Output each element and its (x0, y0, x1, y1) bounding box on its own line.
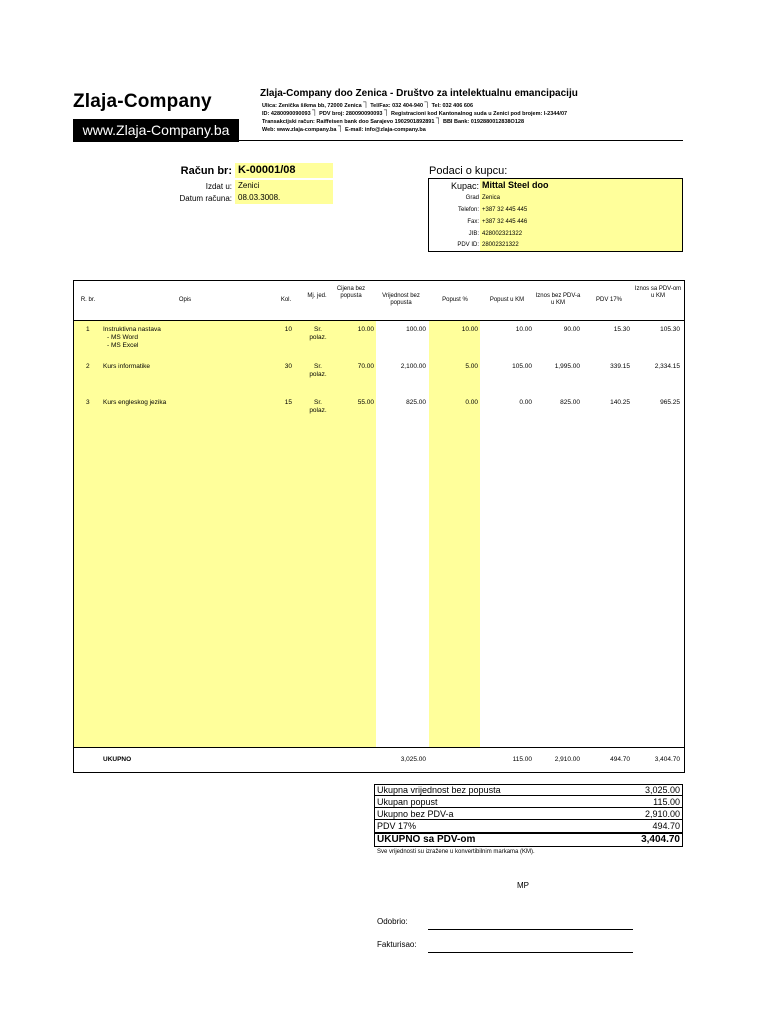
total-label: UKUPNO (103, 756, 132, 763)
company-registration-line: ID: 4280090090093 ⏋ PDV broj: 280090090093 ⏋ Registracioni kod Kantonalnog suda u Zenici pod brojem: I-2344/07 (262, 111, 568, 117)
invoice-date-value: 08.03.3008. (235, 192, 333, 204)
approved-label: Odobrio: (377, 917, 408, 926)
issued-in-value: Zenici (235, 180, 333, 192)
company-address-line: Ulica: Zenička šikma bb, 72000 Zenica ⏋ Tel/Fax: 032 404-940 ⏋ Tel: 032 406 606 (262, 103, 474, 109)
row3-vrijednost: 825.00 (406, 399, 426, 406)
header-popust-km: Popust u KM (489, 297, 525, 303)
row2-pdv: 339.15 (610, 363, 630, 370)
summary-label-vat: PDV 17% (377, 821, 417, 831)
row3-mj2: polaz. (309, 407, 327, 414)
invoice-date-label: Datum računa: (179, 194, 232, 203)
header-mj: Mj. jed. (307, 293, 327, 299)
total-vrijednost: 3,025.00 (400, 756, 426, 763)
row3-opis: Kurs engleskog jezika (103, 399, 167, 406)
row2-mj1: Sr. (314, 363, 322, 370)
row1-rbr: 1 (86, 326, 90, 333)
header-rbr: R. br. (80, 297, 96, 303)
summary-label-gross: Ukupna vrijednost bez popusta (377, 785, 501, 795)
row1-iznos-bez: 90.00 (563, 326, 580, 333)
summary-label-total: UKUPNO sa PDV-om (377, 834, 476, 845)
row1-opis: Instruktivna nastava (103, 326, 161, 333)
buyer-pdv-id-label: PDV ID: (457, 242, 479, 248)
header-pdv: PDV 17% (595, 297, 622, 303)
summary-value-total: 3,404.70 (641, 834, 680, 845)
row2-opis: Kurs informatike (103, 363, 150, 370)
invoice-number-label: Račun br: (180, 165, 232, 177)
header-kol: Kol. (280, 297, 292, 303)
row1-sub1: - MS Word (107, 334, 138, 341)
company-bank-line: Transakcijski račun: Raiffeisen bank doo Sarajevo 1902901892891 ⏋ BBI Bank: 0192880012838O128 (262, 119, 525, 125)
row1-kol: 10 (284, 326, 292, 333)
summary-divider (374, 807, 683, 808)
row2-cijena: 70.00 (357, 363, 374, 370)
header-vrijednost: Vrijednost bez popusta (382, 293, 420, 306)
items-table (73, 280, 685, 773)
buyer-section-title: Podaci o kupcu: (429, 165, 508, 177)
buyer-fax: +387 32 445 446 (482, 219, 528, 225)
buyer-name: Mittal Steel doo (482, 180, 549, 190)
company-website-banner: www.Zlaja-Company.ba (73, 119, 239, 142)
row3-iznos-bez: 825.00 (560, 399, 580, 406)
row2-iznos-sa: 2,334.15 (654, 363, 680, 370)
row1-cijena: 10.00 (357, 326, 374, 333)
row2-vrijednost: 2,100.00 (400, 363, 426, 370)
buyer-jib: 428002321322 (482, 231, 523, 237)
row2-popust-km: 105.00 (512, 363, 532, 370)
buyer-pdv-id: 28002321322 (482, 242, 519, 248)
row1-pdv: 15.30 (613, 326, 630, 333)
summary-label-net: Ukupno bez PDV-a (377, 809, 454, 819)
row1-vrijednost: 100.00 (406, 326, 426, 333)
row2-iznos-bez: 1,995.00 (554, 363, 580, 370)
stamp-placeholder: MP (517, 881, 529, 890)
table-total-divider (73, 747, 685, 748)
row3-cijena: 55.00 (357, 399, 374, 406)
table-header-divider (73, 320, 685, 321)
buyer-fax-label: Fax: (467, 219, 479, 225)
buyer-city-label: Grad (465, 195, 479, 201)
row2-rbr: 2 (86, 363, 90, 370)
row3-iznos-sa: 965.25 (660, 399, 680, 406)
company-web-line: Web: www.zlaja-company.ba ⏋ E-mail: info@zlaja-company.ba (262, 127, 426, 133)
summary-label-discount: Ukupan popust (377, 797, 438, 807)
company-full-name: Zlaja-Company doo Zenica - Društvo za intelektualnu emancipaciju (260, 88, 578, 99)
buyer-phone-label: Telefon: (457, 207, 479, 213)
header-popust-pct: Popust % (442, 297, 468, 303)
row1-mj1: Sr. (314, 326, 322, 333)
summary-value-gross: 3,025.00 (644, 785, 680, 795)
row3-popust-km: 0.00 (519, 399, 532, 406)
summary-value-vat: 494.70 (652, 821, 680, 831)
invoiced-label: Fakturisao: (377, 940, 417, 949)
summary-divider (374, 795, 683, 796)
header-cijena: Cijena bez popusta (336, 286, 366, 299)
buyer-jib-label: JIB: (468, 231, 479, 237)
buyer-name-label: Kupac: (450, 181, 479, 191)
row1-sub2: - MS Excel (107, 342, 139, 349)
row1-popust-pct: 10.00 (461, 326, 478, 333)
total-pdv: 494.70 (610, 756, 630, 763)
header-iznos-bez: Iznos bez PDV-a u KM (535, 293, 581, 306)
approved-signature-line[interactable] (428, 929, 633, 930)
header-opis: Opis (178, 297, 192, 303)
buyer-phone: +387 32 445 445 (482, 207, 528, 213)
invoiced-signature-line[interactable] (428, 952, 633, 953)
issued-in-label: Izdat u: (205, 182, 232, 191)
total-iznos-bez: 2,910.00 (554, 756, 580, 763)
row2-popust-pct: 5.00 (465, 363, 478, 370)
row3-mj1: Sr. (314, 399, 322, 406)
row3-pdv: 140.25 (610, 399, 630, 406)
total-iznos-sa: 3,404.70 (654, 756, 680, 763)
buyer-city: Zenica (482, 195, 501, 201)
row1-iznos-sa: 105.30 (660, 326, 680, 333)
row2-mj2: polaz. (309, 371, 327, 378)
summary-value-discount: 115.00 (653, 797, 680, 807)
currency-note: Sve vrijednosti su izražene u konvertibilnim markama (KM). (377, 849, 535, 855)
row2-kol: 30 (284, 363, 292, 370)
row3-kol: 15 (284, 399, 292, 406)
company-logo: Zlaja-Company (73, 91, 212, 112)
summary-value-net: 2,910.00 (644, 809, 680, 819)
row3-popust-pct: 0.00 (465, 399, 478, 406)
header-divider (73, 140, 683, 141)
row3-rbr: 3 (86, 399, 90, 406)
row1-mj2: polaz. (309, 334, 327, 341)
total-popust-km: 115.00 (512, 756, 532, 763)
summary-divider (374, 819, 683, 820)
row1-popust-km: 10.00 (515, 326, 532, 333)
invoice-number: K-00001/08 (235, 163, 333, 178)
header-iznos-sa: Iznos sa PDV-om u KM (634, 286, 682, 299)
